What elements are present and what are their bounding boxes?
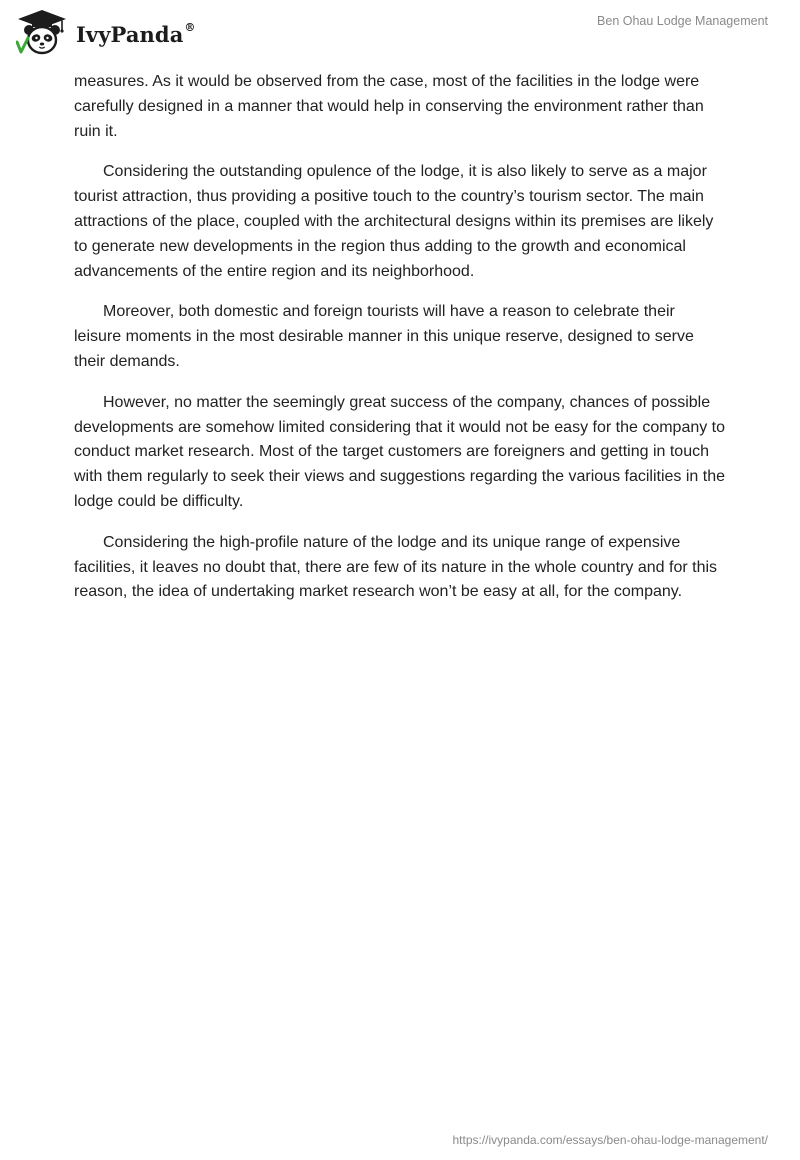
paragraph: Moreover, both domestic and foreign tourists will have a reason to celebrate their leisure moments in the most desirable manner in this unique reserve, designed to serve their demands. (74, 303, 694, 370)
panda-graduate-icon (16, 8, 68, 58)
ivypanda-logo[interactable] (16, 8, 196, 58)
paragraph: Considering the outstanding opulence of the lodge, it is also likely to serve as a major tourist attraction, thus providing a positive touch to the country’s tourism sector. The main attractions of the place, coupled with the architectural designs within its premises are likely to generate new developments in the region thus adding to the growth and economical advancements of the entire region and its neighborhood. (74, 163, 714, 280)
page-header (0, 0, 800, 70)
brand-name (76, 22, 196, 47)
registered-mark: ® (184, 20, 196, 34)
essay-body (74, 70, 726, 621)
paragraph: Considering the high-profile nature of the lodge and its unique range of expensive facilities, it leaves no doubt that, there are few of its nature in the whole country and for this reason, the idea of undertaking market research won’t be easy at all, for the company. (74, 533, 718, 601)
paragraph: However, no matter the seemingly great success of the company, chances of possible developments are somehow limited considering that it would not be easy for the company to conduct market research. Most of the target customers are foreigners and getting in touch with them regularly to seek their views and suggestions regarding the various facilities in the lodge could be difficulty. (74, 393, 726, 510)
brand-name-text: IvyPanda (76, 21, 184, 47)
source-url-link[interactable]: https://ivypanda.com/essays/ben-ohau-lodge-management/ (452, 1133, 768, 1147)
paragraph-continuation: measures. As it would be observed from the case, most of the facilities in the lodge were carefully designed in a manner that would help in conserving the environment rather than ruin it. (74, 73, 704, 140)
document-title: Ben Ohau Lodge Management (597, 14, 768, 28)
